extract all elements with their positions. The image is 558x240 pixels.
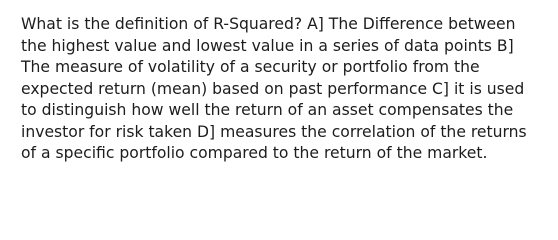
question-line-6: investor for risk taken D] measures the correlation of the returns: [21, 122, 527, 141]
question-text: [21, 14, 549, 165]
question-line-2: the highest value and lowest value in a series of data points B]: [21, 36, 514, 55]
question-line-4: expected return (mean) based on past performance C] it is used: [21, 79, 525, 98]
question-line-5: to distinguish how well the return of an asset compensates the: [21, 101, 514, 119]
question-line-1: What is the definition of R-Squared? A] The Difference between: [21, 15, 516, 33]
question-line-7: of a specific portfolio compared to the return of the market.: [21, 144, 488, 162]
question-line-3: The measure of volatility of a security or portfolio from the: [21, 58, 480, 76]
